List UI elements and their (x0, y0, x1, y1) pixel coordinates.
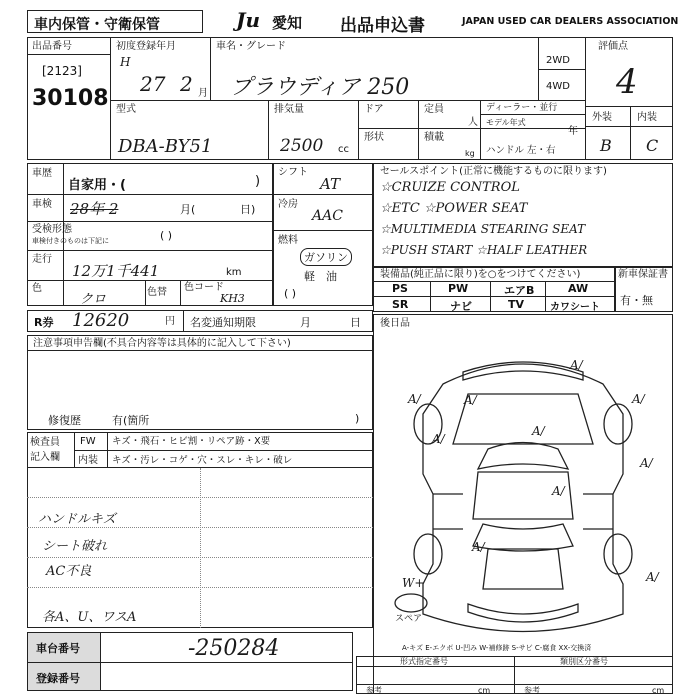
damage-mark-3: A/ (570, 358, 583, 372)
damage-mark-spare: W+ (402, 576, 425, 590)
repair-label: 修復歴 (48, 414, 81, 427)
equip-ps: PS (392, 282, 408, 295)
notice-label: 名変通知期限 (190, 316, 256, 329)
notes-label: 注意事項申告欄(不具合内容等は具体的に記入して下さい) (33, 338, 291, 349)
handle-label: ハンドル 左・右 (486, 145, 556, 156)
registration-month: 2 (180, 72, 193, 96)
cert-label-1: 形式指定番号 (400, 657, 448, 666)
damage-mark-5: A/ (532, 424, 545, 438)
year-unit: 年 (568, 126, 578, 137)
damage-mark-1: A/ (408, 392, 421, 406)
registration-label: 初度登録年月 (116, 41, 176, 52)
displacement-label: 排気量 (274, 104, 304, 115)
fw-items: キズ・飛石・ヒビ割・リペア跡・X要 (112, 436, 271, 447)
color-value: クロ (80, 292, 107, 307)
plate-label: 登録番号 (36, 672, 80, 685)
comment-1: ハンドルキズ (38, 512, 116, 527)
grade-label: 評価点 (598, 41, 628, 52)
equip-tv: TV (508, 298, 525, 311)
inspection-value: 28年 2 (70, 200, 119, 218)
fuel-gasoline: ガソリン (300, 248, 352, 266)
interior-label: 内装 (637, 112, 657, 123)
type-label: 型式 (116, 104, 136, 115)
damage-mark-2: A/ (464, 393, 477, 407)
history-label: 車歴 (32, 168, 52, 179)
color-label: 色 (32, 283, 42, 294)
drive-2wd: 2WD (546, 55, 570, 66)
mileage-unit: km (226, 267, 242, 278)
damage-mark-10: A/ (646, 570, 659, 584)
comment-3: AC不良 (46, 564, 92, 579)
selling-points-label: セールスポイント(正常に機能するものに限ります) (380, 166, 607, 177)
after-fit-label: 後日品 (380, 318, 410, 329)
doors-label: ドア (364, 104, 384, 115)
aircon-value: AAC (312, 208, 343, 224)
grade-value: 4 (616, 62, 638, 102)
comment-4: 各A、U、ワスA (42, 610, 137, 625)
selling-point-3: ☆MULTIMEDIA STEARING SEAT (380, 222, 586, 236)
color-code-label: 色コード (184, 282, 224, 293)
fuel-other: ( ) (284, 287, 297, 300)
notice-day: 日 (350, 316, 361, 329)
dealer-label: ディーラー・並行 (486, 103, 558, 113)
exterior-label: 外装 (592, 112, 612, 123)
association-name: JAPAN USED CAR DEALERS ASSOCIATION (462, 16, 679, 27)
model-name-value: プラウディア 250 (230, 75, 410, 100)
region-name: 愛知 (272, 14, 303, 32)
load-unit: kg (465, 149, 475, 158)
chassis-label: 車台番号 (36, 642, 80, 655)
receive-label: 受検形態 (32, 224, 72, 235)
color-code-value: KH3 (220, 292, 245, 305)
selling-point-4: ☆PUSH START ☆HALF LEATHER (380, 243, 588, 257)
comment-2: シート破れ (42, 539, 108, 554)
color-change-label: 色替 (147, 287, 167, 298)
history-value: 自家用・( (68, 178, 126, 193)
warranty-label: 新車保証書 (618, 269, 668, 280)
model-year-label: モデル年式 (486, 118, 526, 127)
inspection-day: 日) (240, 203, 256, 216)
spare-label: スペア (395, 614, 423, 624)
history-close: ) (255, 174, 261, 189)
model-name-label: 車名・グレード (216, 41, 286, 52)
receive-paren: ( ) (160, 229, 173, 242)
lot-number: 30108 (32, 86, 109, 111)
cm-label-2: cm (652, 686, 665, 695)
fw-label: FW (80, 436, 96, 447)
drive-4wd: 4WD (546, 81, 570, 92)
mileage-value: 12万1千441 (72, 262, 160, 280)
damage-legend: A-キズ E-エクボ U-凹み W-補修跡 S-サビ C-腐食 XX-交換済 (402, 644, 592, 652)
inspection-label: 車検 (32, 199, 52, 210)
damage-mark-8: A/ (552, 484, 565, 498)
storage-title-box (27, 10, 203, 33)
registration-era: H (120, 55, 131, 69)
mileage-label: 走行 (32, 254, 52, 265)
interior-check-label: 内装 (78, 455, 98, 466)
equip-leather-seat: カワシート (550, 302, 600, 313)
shift-label: シフト (278, 167, 308, 178)
aircon-label: 冷房 (278, 199, 298, 210)
recycle-label: R券 (34, 316, 54, 329)
shift-value: AT (320, 175, 341, 193)
ju-logo: Ju (236, 8, 261, 32)
load-label: 積載 (424, 132, 444, 143)
inspector-label-1: 検査員 (30, 437, 60, 448)
damage-mark-6: A/ (432, 432, 445, 446)
notice-month: 月 (300, 316, 311, 329)
shape-label: 形状 (364, 132, 384, 143)
cm-label-1: cm (478, 686, 491, 695)
damage-mark-9: A/ (472, 540, 485, 554)
exterior-grade: B (600, 136, 612, 155)
registration-month-unit: 月 (198, 88, 208, 99)
storage-title: 車内保管・守衛保管 (34, 17, 160, 33)
inspector-label-2: 記入欄 (30, 452, 60, 463)
chassis-value: -250284 (188, 636, 280, 661)
recycle-value: 12620 (72, 310, 130, 331)
type-value: DBA-BY51 (118, 136, 213, 157)
sheet-title: 出品申込書 (340, 16, 425, 36)
equip-sr: SR (392, 298, 409, 311)
damage-mark-4: A/ (632, 392, 645, 406)
capacity-unit: 人 (468, 117, 478, 128)
fuel-label: 燃料 (278, 235, 298, 246)
capacity-label: 定員 (424, 104, 444, 115)
car-diagram (373, 314, 673, 694)
fuel-diesel: 軽 油 (304, 270, 337, 283)
lot-label: 出品番号 (32, 41, 72, 52)
ref-label-2: 参考 (524, 686, 540, 695)
displacement-unit: cc (338, 144, 349, 155)
recycle-unit: 円 (165, 316, 175, 327)
interior-grade: C (646, 136, 659, 155)
repair-value: 有(箇所 (112, 414, 150, 427)
equip-pw: PW (448, 282, 469, 295)
equip-navi: ナビ (450, 300, 472, 313)
equipment-label: 装備品(純正品に限り)を○をつけてください) (380, 269, 581, 280)
ref-label-1: 参考 (366, 686, 382, 695)
equip-airbag: エアB (504, 284, 535, 297)
equip-aw: AW (568, 282, 589, 295)
registration-year: 27 (140, 72, 166, 96)
selling-point-1: ☆CRUIZE CONTROL (380, 180, 520, 195)
interior-check-items: キズ・汚レ・コゲ・穴・スレ・キレ・破レ (112, 455, 293, 466)
lot-bracket-number: [2123] (42, 64, 82, 78)
displacement-value: 2500 (280, 136, 324, 156)
selling-point-2: ☆ETC ☆POWER SEAT (380, 201, 528, 216)
damage-mark-7: A/ (640, 456, 653, 470)
repair-close: ) (355, 412, 360, 425)
cert-label-2: 類別区分番号 (560, 657, 608, 666)
inspection-month: 月( (180, 203, 196, 216)
receive-note: 車検付きのものは下記に (32, 237, 109, 245)
warranty-options: 有・無 (620, 294, 653, 307)
